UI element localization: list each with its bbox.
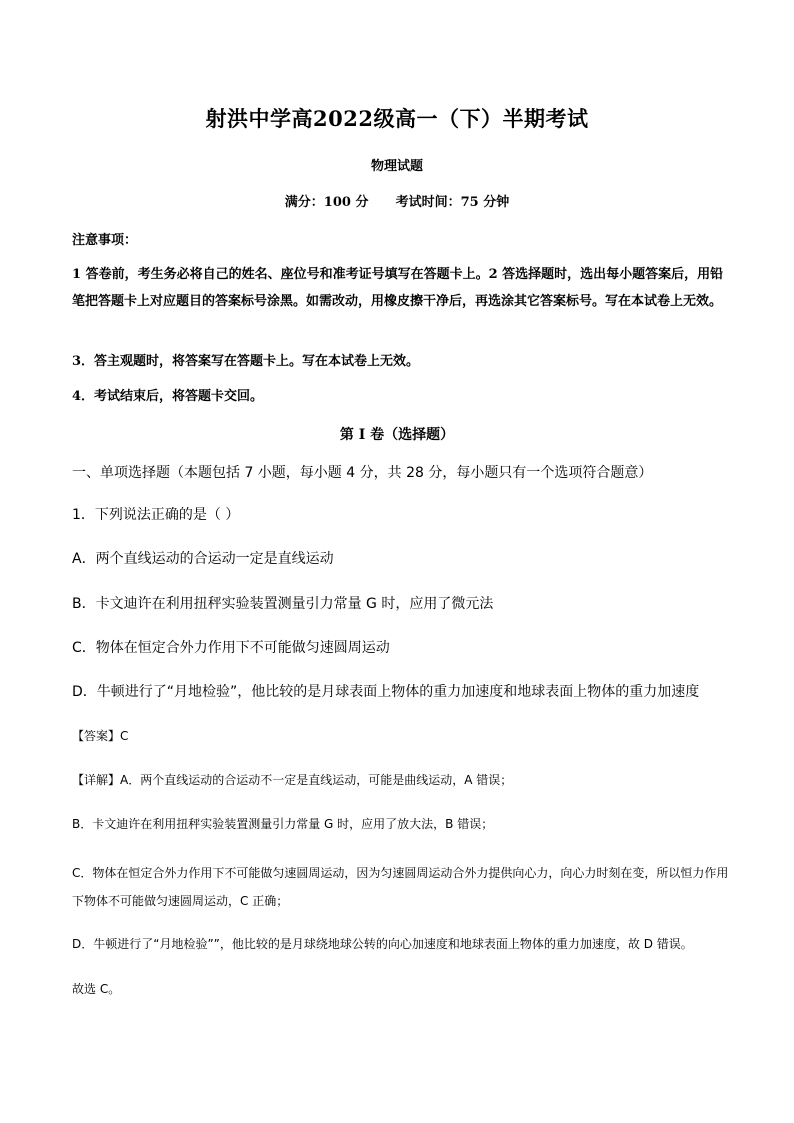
explanation-c: C．物体在恒定合外力作用下不可能做匀速圆周运动，因为匀速圆周运动合外力提供向心力，向心力时刻在变，所以恒力作用下物体不可能做匀速圆周运动，C 正确； — [72, 866, 729, 908]
option-c: C．物体在恒定合外力作用下不可能做匀速圆周运动 — [72, 640, 390, 656]
note-item-4: 4．考试结束后，将答题卡交回。 — [72, 389, 264, 404]
notes-heading: 注意事项： — [72, 233, 138, 248]
note-item-3: 3．答主观题时，将答案写在答题卡上。写在本试卷上无效。 — [72, 354, 420, 369]
score-time-line: 满分：100 分 考试时间：75 分钟 — [284, 195, 510, 210]
exam-title: 射洪中学高2022级高一（下）半期考试 — [205, 106, 589, 131]
option-a: A．两个直线运动的合运动一定是直线运动 — [72, 551, 334, 567]
explanation-b: B．卡文迪许在利用扭秤实验装置测量引力常量 G 时，应用了放大法，B 错误； — [72, 817, 494, 831]
conclusion-line: 故选 C。 — [72, 982, 121, 996]
option-b: B．卡文迪许在利用扭秤实验装置测量引力常量 G 时，应用了微元法 — [72, 596, 494, 612]
answer-line: 【答案】C — [72, 729, 129, 743]
option-d: D．牛顿进行了“月地检验”，他比较的是月球表面上物体的重力加速度和地球表面上物体的重力加速度 — [72, 684, 700, 700]
section-heading: 第 I 卷（选择题） — [339, 427, 455, 443]
part-instructions: 一、单项选择题（本题包括 7 小题，每小题 4 分，共 28 分，每小题只有一个选项符合题意） — [72, 465, 653, 481]
explanation-d: D．牛顿进行了“月地检验””，他比较的是月球绕地球公转的向心加速度和地球表面上物体的重力加速度，故 D 错误。 — [72, 937, 693, 951]
question-1-stem: 1．下列说法正确的是（ ） — [72, 507, 240, 523]
explanation-a: 【详解】A．两个直线运动的合运动不一定是直线运动，可能是曲线运动，A 错误； — [72, 773, 513, 787]
note-item-1-2: 1 答卷前，考生务必将自己的姓名、座位号和准考证号填写在答题卡上。2 答选择题时，选出每小题答案后，用铅笔把答题卡上对应题目的答案标号涂黑。如需改动，用橡皮擦干净后，再选涂其它答案标号。写在本试卷上无效。 — [72, 267, 724, 309]
exam-subject: 物理试题 — [370, 159, 423, 174]
